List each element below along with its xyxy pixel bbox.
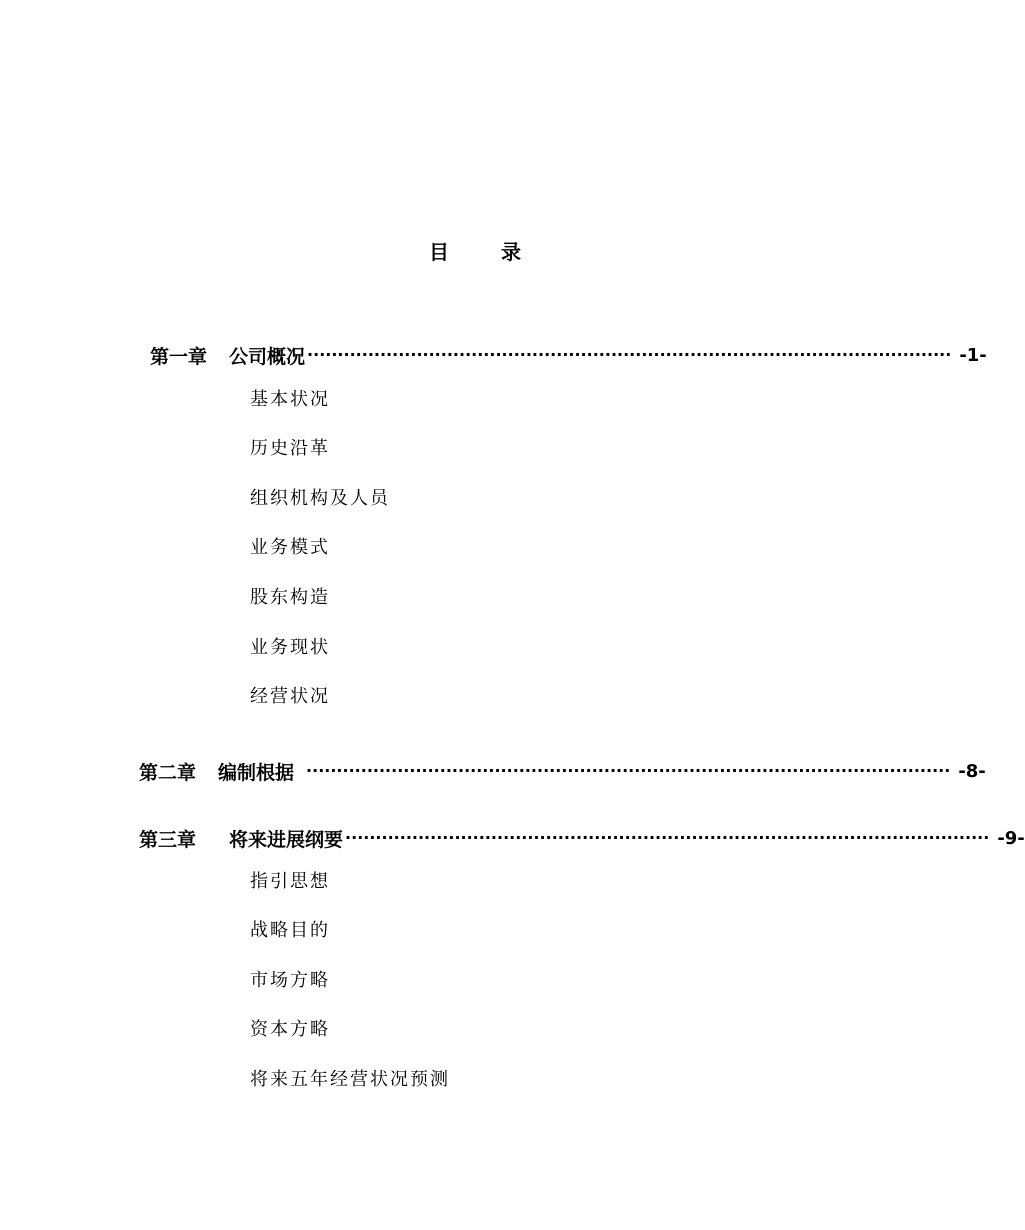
- toc-title: [0, 236, 950, 265]
- toc-item[interactable]: 历史沿革: [250, 438, 330, 459]
- toc-item[interactable]: 指引思想: [250, 871, 330, 892]
- toc-item[interactable]: 市场方略: [250, 970, 330, 991]
- toc-chapter-1[interactable]: [150, 341, 987, 369]
- dot-leader: ··········································································································: [345, 828, 990, 847]
- dot-leader: ··········································································································: [307, 345, 952, 364]
- toc-title-left: 目: [429, 240, 449, 264]
- chapter-title: 编制根据: [218, 761, 295, 784]
- toc-item[interactable]: 股东构造: [250, 587, 330, 608]
- toc-chapter-3[interactable]: [139, 824, 1025, 852]
- toc-item[interactable]: 将来五年经营状况预测: [250, 1069, 450, 1090]
- toc-item[interactable]: 经营状况: [250, 686, 330, 707]
- dot-leader: ··········································································································: [306, 761, 951, 780]
- toc-chapter-2[interactable]: [139, 757, 986, 785]
- chapter-page-number: -1-: [959, 344, 987, 366]
- toc-title-right: 录: [501, 240, 521, 264]
- toc-item[interactable]: 组织机构及人员: [250, 488, 390, 509]
- chapter-title: 将来进展纲要: [229, 828, 344, 851]
- toc-item[interactable]: 业务现状: [250, 637, 330, 658]
- chapter-title: 公司概况: [229, 345, 306, 368]
- toc-item[interactable]: 战略目的: [250, 920, 330, 941]
- chapter-page-number: -9-: [997, 827, 1025, 849]
- toc-item[interactable]: 业务模式: [250, 537, 330, 558]
- chapter-number: 第二章: [139, 761, 197, 784]
- chapter-page-number: -8-: [958, 760, 986, 782]
- toc-item[interactable]: 基本状况: [250, 389, 330, 410]
- chapter-number: 第三章: [139, 828, 197, 851]
- toc-item[interactable]: 资本方略: [250, 1019, 330, 1040]
- chapter-number: 第一章: [150, 345, 208, 368]
